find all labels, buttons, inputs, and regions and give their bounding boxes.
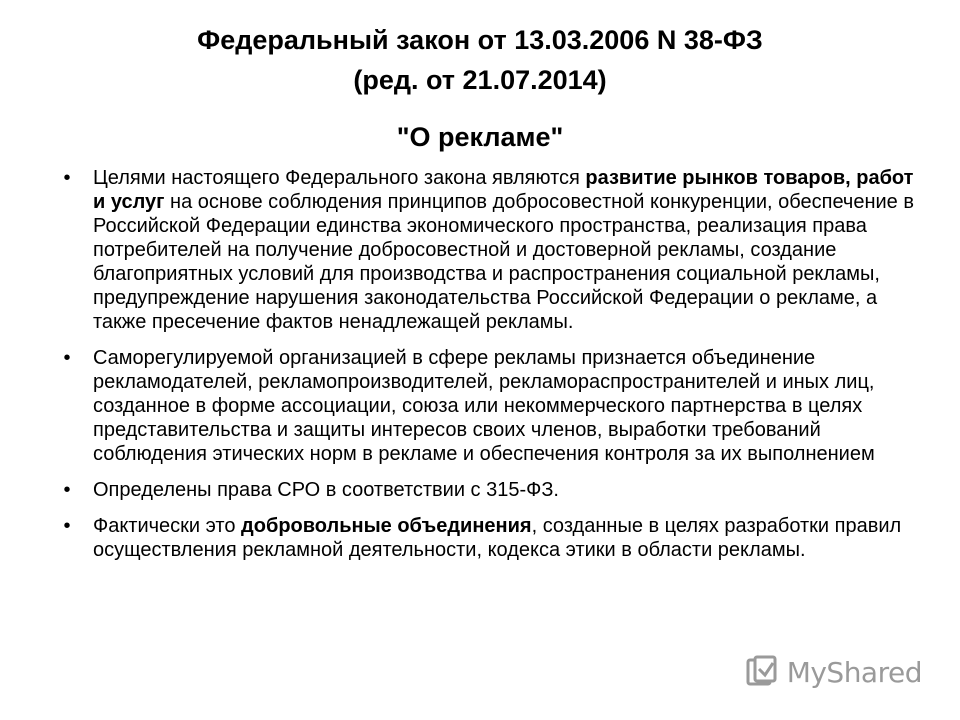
bullet-text: , созданные в целях разработки правил осуществления рекламной деятельности, кодекса этики в области рекламы.: [93, 515, 902, 561]
bullet-item-sro-definition: [57, 346, 917, 466]
bullet-text: Саморегулируемой организацией в сфере рекламы признается объединение рекламодателей, рекламопроизводителей, рекламораспространителей и иных лиц, созданное в форме ассоциации, союза или некоммерческого партнерства в целях представительства и защиты интересов своих членов, выработки требований соблюдения этических норм в рекламе и обеспечения контроля за их выполнением: [93, 347, 875, 465]
title-law: Федеральный закон от 13.03.2006 N 38-ФЗ: [197, 25, 763, 55]
title-law-name: "О рекламе": [396, 122, 564, 152]
title-edition: (ред. от 21.07.2014): [353, 65, 607, 95]
watermark-text: MyShared: [786, 655, 922, 689]
bullet-text: Определены права СРО в соответствии с 315-ФЗ.: [93, 479, 559, 501]
bullet-icon: •: [63, 479, 71, 501]
bullet-icon: •: [63, 515, 71, 537]
bullet-item-voluntary: [57, 514, 917, 562]
bullet-text-bold: добровольные объединения: [241, 515, 532, 537]
bullet-list: [57, 166, 917, 574]
bullet-item-goals: [57, 166, 917, 334]
bullet-item-sro-rights: [57, 478, 917, 502]
watermark: [745, 655, 922, 689]
myshared-logo-icon: [745, 655, 779, 689]
bullet-text-bold: развитие рынков товаров, работ и услуг: [93, 167, 914, 213]
bullet-icon: •: [63, 347, 71, 369]
bullet-text: Фактически это: [93, 515, 242, 537]
bullet-text: на основе соблюдения принципов добросовестной конкуренции, обеспечение в Российской Федерации единства экономического пространства, реализация права потребителей на получение добросовестной и достоверной рекламы, создание благоприятных условий для производства и распространения социальной рекламы, предупреждение нарушения законодательства Российской Федерации о рекламе, а также пресечение фактов ненадлежащей рекламы.: [93, 191, 914, 333]
bullet-text: Целями настоящего Федерального закона являются: [93, 167, 586, 189]
bullet-icon: •: [63, 167, 71, 189]
